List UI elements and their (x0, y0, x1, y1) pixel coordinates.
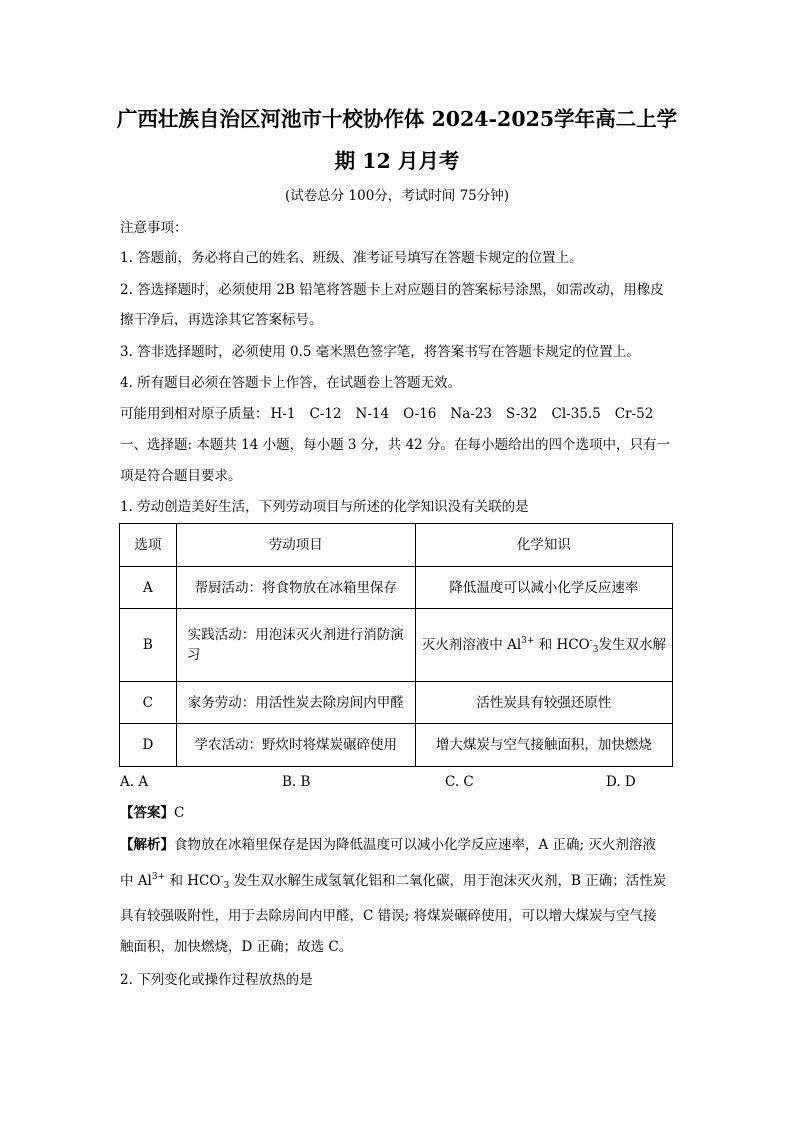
analysis-label: 【解析】 (120, 837, 174, 853)
chem-charge: - (220, 872, 224, 882)
knowledge-text: 发生双水解 (598, 637, 666, 653)
notes-item-3: 3. 答非选择题时，必须使用 0.5 毫米黑色签字笔，将答案书写在答题卡规定的位置上。 (120, 344, 640, 360)
row-option: A (120, 567, 177, 609)
answer-label: 【答案】 (120, 805, 174, 821)
table-header-cell: 化学知识 (415, 524, 672, 567)
section-1-line2: 项是符合题目要求。 (120, 468, 242, 484)
knowledge-text: 和 (534, 637, 557, 653)
row-knowledge: 活性炭具有较强还原性 (415, 682, 672, 724)
question-2-stem: 2. 下列变化或操作过程放热的是 (120, 972, 313, 988)
row-knowledge: 降低温度可以减小化学反应速率 (415, 567, 672, 609)
row-project-line1: 实践活动：用泡沫灭火剂进行消防演 (187, 627, 404, 643)
chem-charge: - (589, 636, 593, 646)
chem-charge: 3+ (521, 636, 535, 646)
notes-item-2-line2: 擦干净后，再选涂其它答案标号。 (120, 312, 323, 328)
chem-subscript: 3 (592, 645, 599, 655)
row-project (176, 609, 415, 682)
analysis-text: 和 (165, 873, 188, 889)
analysis-line1 (120, 835, 676, 855)
atomic-masses-label: 可能用到相对原子质量： (120, 406, 269, 422)
table-header-cell: 劳动项目 (176, 524, 415, 567)
row-option: D (120, 724, 177, 767)
atomic-mass-item: Cr-52 (614, 406, 654, 422)
exam-title-line2: 期 12 月月考 (334, 149, 460, 173)
table-row (120, 724, 673, 767)
chem-al: Al (507, 637, 522, 653)
table-header-cell: 选项 (120, 524, 177, 567)
table-row (120, 567, 673, 609)
analysis-text: 中 (120, 873, 138, 889)
analysis-line3: 具有较强吸附性，用于去除房间内甲醛，C 错误; 将煤炭碾碎使用，可以增大煤炭与空气接 (120, 908, 657, 924)
knowledge-text: 灭火剂溶液中 (421, 637, 508, 653)
notes-heading: 注意事项： (120, 220, 188, 236)
exam-subtitle: (试卷总分 100分，考试时间 75分钟) (284, 188, 510, 204)
analysis-line4: 触面积，加快燃烧，D 正确；故选 C。 (120, 939, 353, 955)
chem-charge: 3+ (151, 872, 166, 882)
analysis-line2 (120, 871, 676, 891)
analysis-text: 食物放在冰箱里保存是因为降低温度可以减小化学反应速率，A 正确; 灭火剂溶液 (174, 837, 656, 853)
exam-title-line1: 广西壮族自治区河池市十校协作体 2024-2025学年高二上学 (116, 107, 678, 131)
answer-value: C (174, 805, 185, 821)
atomic-mass-item: Cl-35.5 (551, 406, 601, 422)
choice-b: B. B (282, 774, 311, 790)
chem-hco: HCO (187, 873, 221, 889)
notes-item-1: 1. 答题前，务必将自己的姓名、班级、准考证号填写在答题卡规定的位置上。 (120, 250, 583, 266)
atomic-mass-item: C-12 (309, 406, 342, 422)
atomic-mass-item: S-32 (506, 406, 538, 422)
notes-item-2-line1: 2. 答选择题时，必须使用 2B 铅笔将答题卡上对应题目的答案标号涂黑，如需改动，用橡皮 (120, 282, 664, 298)
table-row (120, 609, 673, 682)
table-row (120, 682, 673, 724)
row-knowledge: 增大煤炭与空气接触面积，加快燃烧 (415, 724, 672, 767)
atomic-mass-item: Na-23 (450, 406, 492, 422)
row-project-line2: 习 (186, 647, 201, 663)
chem-subscript: 3 (223, 881, 230, 891)
row-project: 家务劳动：用活性炭去除房间内甲醛 (176, 682, 415, 724)
question-1-stem: 1. 劳动创造美好生活，下列劳动项目与所述的化学知识没有关联的是 (120, 499, 529, 515)
row-option: C (120, 682, 177, 724)
chem-hco: HCO (556, 637, 590, 653)
choice-a: A. A (120, 774, 149, 790)
atomic-mass-item: H-1 (270, 406, 296, 422)
choice-c: C. C (445, 774, 474, 790)
question-1-table (119, 523, 673, 767)
row-knowledge (415, 609, 672, 682)
atomic-masses (120, 404, 667, 424)
atomic-mass-item: N-14 (355, 406, 390, 422)
row-project: 帮厨活动：将食物放在冰箱里保存 (176, 567, 415, 609)
answer (120, 803, 184, 823)
notes-item-4: 4. 所有题目必须在答题卡上作答，在试题卷上答题无效。 (120, 375, 462, 391)
analysis-text: 发生双水解生成氢氧化铝和二氧化碳，用于泡沫灭火剂，B 正确；活性炭 (229, 873, 667, 889)
atomic-mass-item: O-16 (403, 406, 437, 422)
section-1-line1: 一、选择题: 本题共 14 小题，每小题 3 分，共 42 分。在每小题给出的四个选项中，只有一 (120, 437, 671, 453)
chem-al: Al (137, 873, 152, 889)
table-header-row (120, 524, 673, 567)
choice-d: D. D (606, 774, 636, 790)
row-project: 学农活动：野炊时将煤炭碾碎使用 (176, 724, 415, 767)
row-option: B (120, 609, 177, 682)
